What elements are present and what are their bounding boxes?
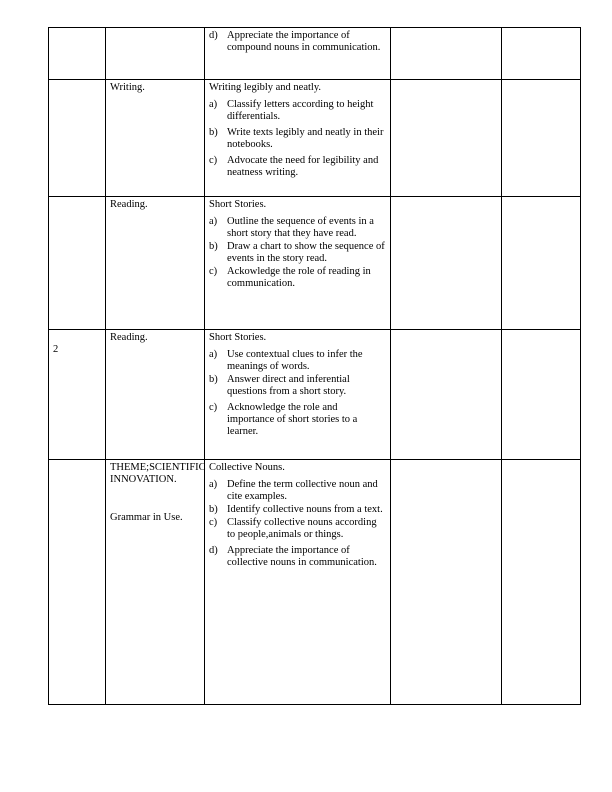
week-cell: 2 (49, 330, 106, 460)
table-row (49, 80, 581, 197)
outcome-item: b) Identify collective nouns from a text. (209, 504, 383, 515)
empty-cell (391, 330, 502, 460)
empty-cell (391, 28, 502, 80)
table-row (49, 28, 581, 80)
week-cell (49, 28, 106, 80)
empty-cell (502, 197, 581, 330)
outcome-item: b) Draw a chart to show the sequence of events in the story read. (209, 241, 385, 264)
empty-cell (502, 28, 581, 80)
week-cell (49, 460, 106, 705)
strand-cell: Reading. (106, 197, 205, 330)
strand-cell (106, 28, 205, 80)
theme-label: THEME;SCIENTIFIC INNOVATION. (110, 462, 206, 485)
week-cell (49, 197, 106, 330)
outcome-item: b) Answer direct and inferential questions from a short story. (209, 374, 350, 397)
table-row (49, 197, 581, 330)
topic-title: Writing legibly and neatly. (209, 82, 322, 93)
outcomes-cell (205, 460, 391, 705)
outcomes-cell (205, 28, 391, 80)
topic-title: Short Stories. (209, 199, 267, 210)
strand-cell: Writing. (106, 80, 205, 197)
outcome-item: a) Classify letters according to height differentials. (209, 99, 374, 122)
strand-cell: Reading. (106, 330, 205, 460)
empty-cell (502, 330, 581, 460)
strand-label: Grammar in Use. (110, 512, 183, 523)
outcome-item: c) Advocate the need for legibility and neatness writing. (209, 155, 379, 178)
week-cell (49, 80, 106, 197)
strand-cell (106, 460, 205, 705)
outcome-item: d) Appreciate the importance of collective nouns in communication. (209, 545, 377, 568)
outcomes-cell (205, 197, 391, 330)
topic-title: Collective Nouns. (209, 462, 285, 473)
outcome-item: b) Write texts legibly and neatly in their notebooks. (209, 127, 384, 150)
outcome-item: a) Define the term collective noun and cite examples. (209, 479, 378, 502)
empty-cell (502, 80, 581, 197)
table-row (49, 330, 581, 460)
topic-title: Short Stories. (209, 332, 267, 343)
outcome-item: a) Outline the sequence of events in a short story that they have read. (209, 216, 374, 239)
scheme-of-work-table (48, 27, 581, 705)
outcome-item: d) Appreciate the importance of compound nouns in communication. (209, 30, 381, 53)
outcome-item: c) Ackowledge the role of reading in communication. (209, 266, 371, 289)
empty-cell (391, 80, 502, 197)
outcome-item: a) Use contextual clues to infer the meanings of words. (209, 349, 363, 372)
outcome-item: c) Classify collective nouns according to people,animals or things. (209, 517, 377, 540)
empty-cell (502, 460, 581, 705)
outcome-item: c) Acknowledge the role and importance of short stories to a learner. (209, 402, 358, 437)
empty-cell (391, 197, 502, 330)
table-row (49, 460, 581, 705)
outcomes-cell (205, 80, 391, 197)
outcomes-cell (205, 330, 391, 460)
empty-cell (391, 460, 502, 705)
